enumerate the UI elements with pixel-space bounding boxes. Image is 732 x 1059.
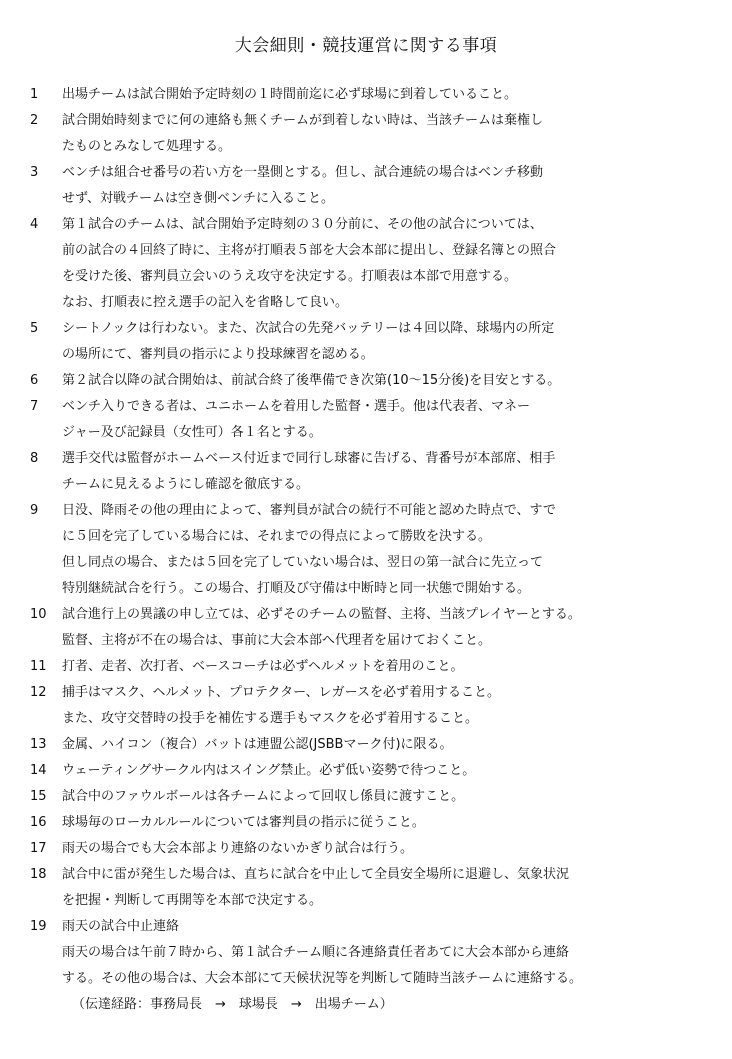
- rule-item: [30, 680, 710, 732]
- rule-number: 5: [30, 321, 39, 336]
- rule-line: ウェーティングサークル内はスイング禁止。必ず低い姿勢で待つこと。: [62, 763, 476, 778]
- rule-line: 試合中に雷が発生した場合は、直ちに試合を中止して全員安全場所に退避し、気象状況: [62, 867, 570, 882]
- rule-line: 打者、走者、次打者、ベースコーチは必ずヘルメットを着用のこと。: [62, 659, 464, 674]
- rule-text: [62, 732, 710, 758]
- rule-line: 前の試合の４回終了時に、主将が打順表５部を大会本部に提出し、登録名簿との照合: [62, 243, 557, 258]
- rule-item: [30, 446, 710, 498]
- rule-line: ベンチは組合せ番号の若い方を一塁側とする。但し、試合連続の場合はベンチ移動: [62, 165, 544, 180]
- rule-number: 10: [30, 607, 47, 622]
- rule-number: 19: [30, 919, 47, 934]
- rule-line: を把握・判断して再開等を本部で決定する。: [62, 893, 323, 908]
- rule-text: [62, 758, 710, 784]
- rules-list: [30, 82, 710, 1018]
- rule-line: ベンチ入りできる者は、ユニホームを着用した監督・選手。他は代表者、マネー: [62, 399, 531, 414]
- rule-line: 試合進行上の異議の申し立ては、必ずそのチームの監督、主将、当該プレイヤーとする。: [62, 607, 581, 622]
- rule-number: 2: [30, 113, 39, 128]
- rule-number: 12: [30, 685, 47, 700]
- rule-line: 試合開始時刻までに何の連絡も無くチームが到着しない時は、当該チームは棄権し: [62, 113, 544, 128]
- rule-number: 14: [30, 763, 47, 778]
- rule-line: たものとみなして処理する。: [62, 139, 232, 154]
- rule-line: また、攻守交替時の投手を補佐する選手もマスクを必ず着用すること。: [62, 711, 479, 726]
- rule-item: [30, 316, 710, 368]
- rule-line: に５回を完了している場合には、それまでの得点によって勝敗を決する。: [62, 529, 492, 544]
- page-title: 大会細則・競技運営に関する事項: [234, 36, 498, 56]
- rule-item: [30, 836, 710, 862]
- rule-text: [62, 810, 710, 836]
- rule-text: [62, 160, 710, 212]
- rule-text: [62, 108, 710, 160]
- rule-item: [30, 160, 710, 212]
- rule-line: 雨天の試合中止連絡: [62, 919, 180, 934]
- rule-number: 7: [30, 399, 39, 414]
- rule-item: [30, 784, 710, 810]
- rule-text: [62, 446, 710, 498]
- rule-text: [62, 316, 710, 368]
- rule-text: [62, 212, 710, 316]
- rule-line: シートノックは行わない。また、次試合の先発バッテリーは４回以降、球場内の所定: [62, 321, 555, 336]
- rule-line: なお、打順表に控え選手の記入を省略して良い。: [62, 295, 349, 310]
- rule-text: [62, 498, 710, 602]
- rule-item: [30, 212, 710, 316]
- rule-text: [62, 914, 710, 1018]
- rule-text: [62, 602, 710, 654]
- rule-text: [62, 784, 710, 810]
- rule-line: 捕手はマスク、ヘルメット、プロテクター、レガースを必ず着用すること。: [62, 685, 500, 700]
- rule-item: [30, 108, 710, 160]
- rule-line: 日没、降雨その他の理由によって、審判員が試合の続行不可能と認めた時点で、すで: [62, 503, 556, 518]
- rule-item: [30, 810, 710, 836]
- rule-item: [30, 82, 710, 108]
- rule-text: [62, 836, 710, 862]
- rule-number: 4: [30, 217, 39, 232]
- rule-number: 11: [30, 659, 47, 674]
- rule-line: チームに見えるようにし確認を徹底する。: [62, 477, 310, 492]
- rule-line: ジャー及び記録員（女性可）各１名とする。: [62, 425, 322, 440]
- rule-line: 球場毎のローカルルールについては審判員の指示に従うこと。: [62, 815, 425, 830]
- rule-line: 第１試合のチームは、試合開始予定時刻の３０分前に、その他の試合については、: [62, 217, 543, 232]
- rule-line: 出場チームは試合開始予定時刻の１時間前迄に必ず球場に到着していること。: [62, 87, 518, 102]
- rule-number: 16: [30, 815, 47, 830]
- rule-line: 雨天の場合は午前７時から、第１試合チーム順に各連絡責任者あてに大会本部から連絡: [62, 945, 570, 960]
- rule-text: [62, 654, 710, 680]
- rule-number: 17: [30, 841, 47, 856]
- rule-text: [62, 394, 710, 446]
- contact-route: （伝達経路：事務局長 → 球場長 → 出場チーム）: [72, 997, 393, 1012]
- rule-line: 金属、ハイコン（複合）バットは連盟公認(JSBBマーク付)に限る。: [62, 737, 453, 752]
- rule-number: 1: [30, 87, 39, 102]
- rule-line: 選手交代は監督がホームベース付近まで同行し球審に告げる、背番号が本部席、相手: [62, 451, 556, 466]
- rule-item: [30, 862, 710, 914]
- rule-line: 雨天の場合でも大会本部より連絡のないかぎり試合は行う。: [62, 841, 414, 856]
- rule-text: [62, 680, 710, 732]
- rule-line: 試合中のファウルボールは各チームによって回収し係員に渡すこと。: [62, 789, 465, 804]
- rule-line: の場所にて、審判員の指示により投球練習を認める。: [62, 347, 374, 362]
- rule-item: [30, 732, 710, 758]
- rule-number: 13: [30, 737, 47, 752]
- rule-text: [62, 862, 710, 914]
- rule-line: せず、対戦チームは空き側ベンチに入ること。: [62, 191, 334, 206]
- rule-line: 特別継続試合を行う。この場合、打順及び守備は中断時と同一状態で開始する。: [62, 581, 531, 596]
- rule-item: [30, 498, 710, 602]
- rule-item: [30, 602, 710, 654]
- rule-number: 9: [30, 503, 39, 518]
- rule-line: する。その他の場合は、大会本部にて天候状況等を判断して随時当該チームに連絡する。: [62, 971, 583, 986]
- rule-item: [30, 394, 710, 446]
- rule-item: [30, 654, 710, 680]
- rule-item: [30, 758, 710, 784]
- rule-line: 第２試合以降の試合開始は、前試合終了後準備でき次第(10～15分後)を目安とする。: [62, 373, 561, 388]
- rule-text: [62, 82, 710, 108]
- rule-text: [62, 368, 710, 394]
- rule-item: [30, 914, 710, 1018]
- rule-number: 18: [30, 867, 47, 882]
- rule-number: 6: [30, 373, 39, 388]
- rule-number: 8: [30, 451, 39, 466]
- rule-number: 3: [30, 165, 39, 180]
- rule-line: 監督、主将が不在の場合は、事前に大会本部へ代理者を届けておくこと。: [62, 633, 492, 648]
- rule-number: 15: [30, 789, 47, 804]
- rule-item: [30, 368, 710, 394]
- rule-line: 但し同点の場合、または５回を完了していない場合は、翌日の第一試合に先立って: [62, 555, 544, 570]
- rule-line: を受けた後、審判員立会いのうえ攻守を決定する。打順表は本部で用意する。: [62, 269, 518, 284]
